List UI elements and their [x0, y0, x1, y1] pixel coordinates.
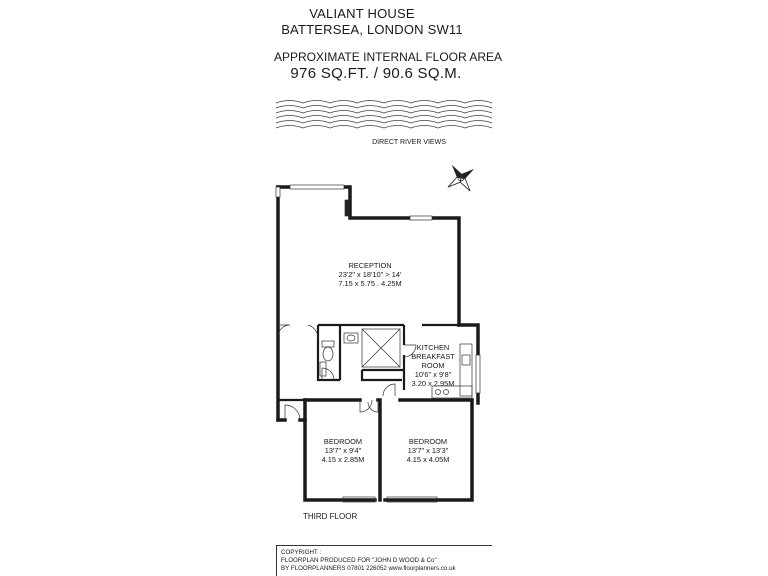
floor-area-value: 976 SQ.FT. / 90.6 SQ.M.: [290, 65, 462, 82]
kitchen-metric: 3.20 x 2.95M: [411, 379, 455, 388]
compass-rose-icon: [439, 156, 484, 201]
river-wave-line: [276, 101, 492, 104]
floor-area-label: APPROXIMATE INTERNAL FLOOR AREA: [273, 50, 503, 64]
reception-label: [338, 261, 401, 288]
kitchen-name-line1: KITCHEN: [416, 343, 450, 352]
bedroom2-metric: 4.15 x 4.05M: [406, 455, 450, 464]
kitchen-name-line3: ROOM: [421, 361, 445, 370]
floorplanners-line: BY FLOORPLANNERS 07801 226052 www.floorplanners.co.uk: [281, 565, 456, 572]
copyright-line: COPYRIGHT :: [281, 549, 322, 556]
river-wave-line: [276, 116, 492, 119]
river-wave-line: [276, 111, 492, 114]
bedroom2-imperial: 13'7" x 13'3": [407, 446, 449, 455]
bedroom1-metric: 4.15 x 2.85M: [321, 455, 365, 464]
kitchen-name-line2: BREAKFAST: [411, 352, 455, 361]
kitchen-imperial: 10'6" x 9'8": [414, 370, 452, 379]
river-wave-line: [276, 126, 492, 129]
river-wave-line: [276, 121, 492, 124]
river-views-label: DIRECT RIVER VIEWS: [372, 139, 446, 146]
building-name: VALIANT HOUSE: [309, 6, 415, 21]
river-wave-line: [276, 106, 492, 109]
reception-imperial: 23'2" x 18'10" > 14': [338, 270, 402, 279]
bedroom1-label: [322, 437, 365, 464]
bedroom2-name: BEDROOM: [408, 437, 448, 446]
reception-metric: 7.15 x 5.75 . 4.25M: [338, 279, 402, 288]
bedroom2-label: [407, 437, 450, 464]
river-waves-icon: [276, 101, 492, 129]
credits-box: [276, 545, 492, 576]
building-address: BATTERSEA, LONDON SW11: [281, 22, 463, 37]
producer-line: FLOORPLAN PRODUCED FOR "JOHN D WOOD & Co": [281, 557, 437, 564]
kitchen-label: [411, 343, 455, 388]
reception-name: RECEPTION: [348, 261, 392, 270]
bedroom1-imperial: 13'7" x 9'4": [324, 446, 362, 455]
floor-level-label: THIRD FLOOR: [303, 512, 358, 521]
bedroom1-name: BEDROOM: [323, 437, 363, 446]
